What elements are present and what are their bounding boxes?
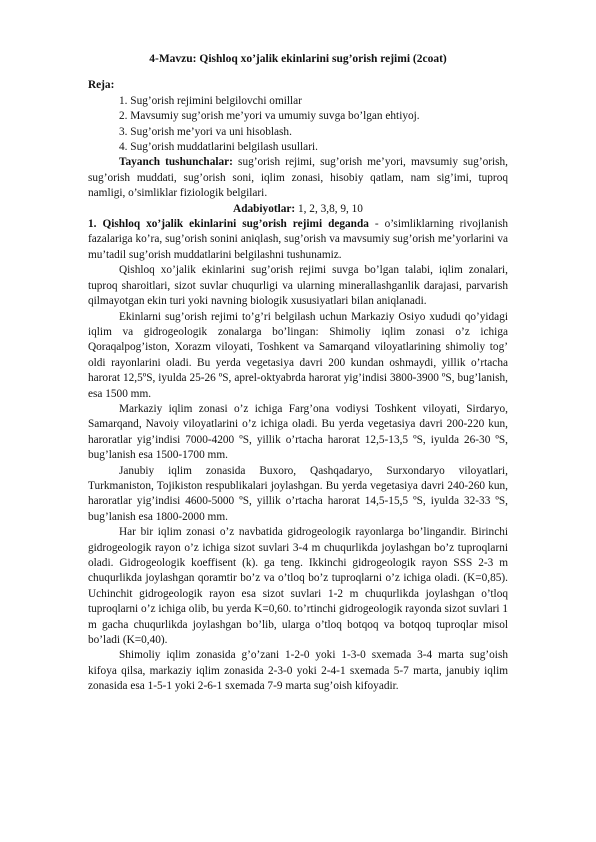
body-paragraph: Ekinlarni sug’orish rejimi to’g’ri belgilash uchun Markaziy Osiyo xududi qo’yidagi iqlim va gidrogeologik zonalarga bo’lingan: Shimoliy iqlim zonasi o’z ichiga Qoraqalpog’iston, Xorazm viloyati, Toshkent va Samarqand viloyatlarining shimoliy tog’ oldi rayonlarini oladi. Bu yerda vegetasiya davri 200 kundan oshmaydi, yillik o’rtacha harorat 12,5ºS, iyulda 25-26 ºS, aprel-oktyabrda harorat yig’indisi 3800-3900 ºS, bug’lanish, esa 1500 mm.: [88, 310, 508, 400]
page-title: 4-Mavzu: Qishloq xo’jalik ekinlarini sug’orish rejimi (2coat): [149, 53, 447, 65]
body-paragraph: Markaziy iqlim zonasi o’z ichiga Farg’ona vodiysi Toshkent viloyati, Sirdaryo, Samarqand, Navoiy viloyatlarini o’z ichiga oladi. Bu yerda vegetasiya davri 200-220 kun, haroratlar yig’indisi 7000-4200 ºS, yillik o’rtacha harorat 12,5-13,5 ºS, iyulda 26-30 ºS, bug’lanish esa 1500-1700 mm.: [88, 402, 508, 462]
plan-heading: Reja:: [88, 79, 115, 92]
plan-list: [88, 94, 508, 156]
plan-item: 3. Sug’orish me’yori va uni hisoblash.: [119, 125, 292, 138]
body-paragraph: Janubiy iqlim zonasida Buxoro, Qashqadaryo, Surxondaryo viloyatlari, Turkmaniston, Tojikiston respublikalari joylashgan. Bu yerda vegetasiya davri 240-260 kun, haroratlar yig’indisi 4600-5000 ºS, yillik o’rtacha harorat 14,5-15,5 ºS, iyulda 32-33 ºS, bug’lanish esa 1800-2000 mm.: [88, 464, 508, 523]
body-paragraph: Qishloq xo’jalik ekinlarini sug’orish rejimi suvga bo’lgan talabi, iqlim zonalari, tuproq sharoitlari, sizot suvlar chuqurligi va ularning minerallashganlik darajasi, parvarish qilmayotgan ekin turi yoki navning biologik xususiyatlari bilan aniqlanadi.: [88, 264, 508, 308]
keywords-text: sug’orish rejimi, sug’orish me’yori, mavsumiy sug’orish, sug’orish muddati, sug’orish soni, iqlim zonasi, hisobiy qatlam, nam sig’imi, tuproq namligi, o’simliklar fiziologik belgilari.: [88, 156, 508, 200]
literature-label: Adabiyotlar:: [233, 202, 296, 215]
keywords-paragraph: [88, 155, 508, 201]
body-paragraph: Har bir iqlim zonasi o’z navbatida gidrogeologik rayonlarga bo’lingandir. Birinchi gidrogeologik rayon o’z ichiga sizot suvlari 3-4 m chuqurlikda joylashgan bo’z tuproqlarni oladi. Gidrogeologik koeffisent (k). ga teng. Ikkinchi gidrogeologik rayon SSS 2-3 m chuqurlikda joylashgan qoramtir bo’z va o’tloq bo’z tuproqlarni o’z ichiga oladi. (K=0,85). Uchinchit gidrogeologik rayon esa sizot suvlari 1-2 m chuqurlikda joylashgan o’tloq tuproqlarni o’z ichiga olib, bu yerda K=0,60. to’rtinchi gidrogeologik rayonda sizot suvlari 1 m gacha chuqurlikda joylashgan bo’lib, ularga o’tloq botqoq va botqoq tuproqlar misol bo’ladi (K=0,40).: [88, 526, 508, 647]
section-1-text: - o’simliklarning rivojlanish fazalariga ko’ra, sug’orish sonini aniqlash, sug’orish va mavsumiy sug’orish me’yorlarini va mu’tadil sug’orish muddatlarini belgilashni tushunamiz.: [88, 218, 508, 261]
keywords-label: Tayanch tushunchalar:: [119, 156, 233, 169]
plan-item: 4. Sug’orish muddatlarini belgilash usullari.: [119, 141, 318, 154]
plan-item: 2. Mavsumiy sug’orish me’yori va umumiy suvga bo’lgan ehtiyoj.: [119, 110, 420, 123]
body-paragraph: Shimoliy iqlim zonasida g’o’zani 1-2-0 yoki 1-3-0 sxemada 3-4 marta sug’oish kifoya qilsa, markaziy iqlim zonasida 2-3-0 yoki 2-4-1 sxemada 5-7 marta, janubiy iqlim zonasida esa 1-5-1 yoki 2-6-1 sxemada 7-9 marta sug’oish kifoyadir.: [88, 649, 508, 693]
section-1-heading: 1. Qishloq xo’jalik ekinlarini sug’orish rejimi deganda: [88, 218, 369, 231]
literature-line: [88, 202, 508, 217]
document-page: [88, 52, 508, 695]
literature-text: 1, 2, 3,8, 9, 10: [295, 202, 363, 215]
section-1-paragraph: [88, 217, 508, 263]
plan-item: 1. Sug’orish rejimini belgilovchi omillar: [119, 94, 302, 107]
